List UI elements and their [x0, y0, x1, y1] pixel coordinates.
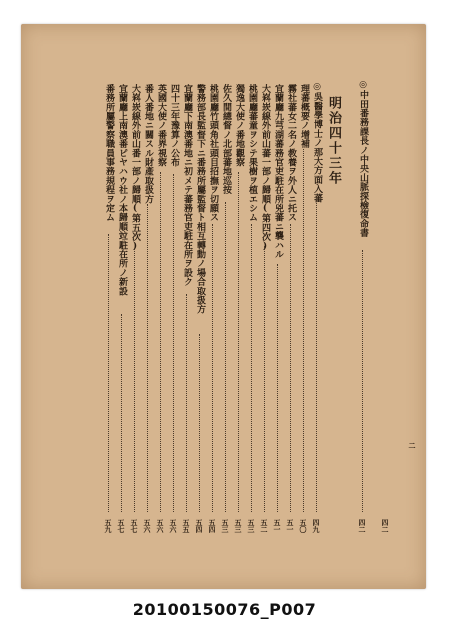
toc-entry-3: 霧社蕃女二名ノ教養ヲ外人ニ托ス — [286, 84, 296, 222]
toc-page-5: 五二 — [260, 519, 269, 533]
toc-page-12: 五六 — [169, 519, 178, 533]
toc-entry-4: 宜蘭廳九芎湖蕃務官吏駐在所兇蕃ニ襲ハル — [273, 84, 283, 259]
toc-entry-0: ◎中田番務課長ノ中央山脈探檢復命書 — [358, 80, 368, 238]
toc-entry-15: 大嵙崁線外前山番一部ノ歸順(第五次) — [130, 84, 140, 252]
document-page — [21, 24, 426, 589]
toc-page-17: 五九 — [104, 519, 113, 533]
leader-dots — [264, 246, 265, 512]
toc-page-3: 五一 — [286, 519, 295, 533]
toc-page-4: 五一 — [273, 519, 282, 533]
toc-entry-5: 大嵙崁線外前山蕃一部ノ歸順(第四次) — [260, 84, 270, 252]
toc-entry-14: 番人番地ニ關スル財產取扱方 — [143, 84, 153, 204]
leader-dots — [251, 224, 252, 512]
leader-dots — [303, 149, 304, 512]
leader-dots — [160, 172, 161, 512]
toc-entry-10: 警務部長監督下ニ番務所屬監督ト相互轉動ノ場合取扱方 — [195, 84, 205, 314]
toc-entry-13: 英國大使ノ番界視察 — [156, 84, 166, 167]
leader-dots — [173, 174, 174, 512]
image-caption: 20100150076_P007 — [132, 600, 317, 619]
toc-page-10: 五四 — [195, 519, 204, 533]
toc-entry-9: 桃園廳竹頭角社頭目招撫ヲ切願ス — [208, 84, 218, 222]
leader-dots — [277, 264, 278, 512]
leader-dots — [212, 224, 213, 512]
toc-entry-12: 四十三年豫算ノ公布 — [169, 84, 179, 167]
toc-page-11: 五五 — [182, 519, 191, 533]
toc-entry-6: 桃園廳蕃童ヲシテ果樹ヲ植エシム — [247, 84, 257, 222]
page-marker-right-bottom: 四二 — [381, 519, 390, 533]
leader-dots — [290, 224, 291, 512]
toc-page-9: 五四 — [208, 519, 217, 533]
toc-page-8: 五三 — [221, 519, 230, 533]
toc-page-1: 四九 — [312, 519, 321, 533]
toc-page-0: 四二 — [358, 519, 367, 533]
leader-dots — [108, 234, 109, 512]
leader-dots — [238, 172, 239, 512]
toc-entry-8: 佐久間總督ノ北部蕃地巡按 — [221, 84, 231, 195]
leader-dots — [121, 314, 122, 512]
toc-entry-11: 宜蘭廳下南澳番地ニ初メテ蕃務官吏駐在所ヲ設ク — [182, 84, 192, 287]
toc-entry-1: ◎吳醫學博士ノ那大方面入蕃 — [312, 82, 322, 203]
era-heading: 明治四十三年 — [326, 96, 341, 186]
toc-page-7: 五三 — [234, 519, 243, 533]
leader-dots — [362, 250, 363, 512]
toc-page-14: 五六 — [143, 519, 152, 533]
toc-entry-7: 獨逸大使ノ番地觀察 — [234, 84, 244, 167]
toc-page-6: 五三 — [247, 519, 256, 533]
page-marker-right: 二 — [408, 442, 417, 449]
toc-entry-16: 宜蘭廳上南澳番ピヤハウ社ノ本歸順竝駐在所ノ新設 — [117, 84, 127, 296]
leader-dots — [134, 249, 135, 512]
toc-page-16: 五七 — [117, 519, 126, 533]
leader-dots — [199, 334, 200, 512]
toc-page-13: 五六 — [156, 519, 165, 533]
toc-entry-2: 理蕃概要ノ增補 — [299, 84, 309, 149]
leader-dots — [225, 202, 226, 512]
toc-entry-17: 番務所屬警察職員事務規程ヲ定ム — [104, 84, 114, 222]
toc-page-15: 五七 — [130, 519, 139, 533]
toc-page-2: 五〇 — [299, 519, 308, 533]
leader-dots — [316, 199, 317, 512]
leader-dots — [147, 204, 148, 512]
leader-dots — [186, 294, 187, 512]
